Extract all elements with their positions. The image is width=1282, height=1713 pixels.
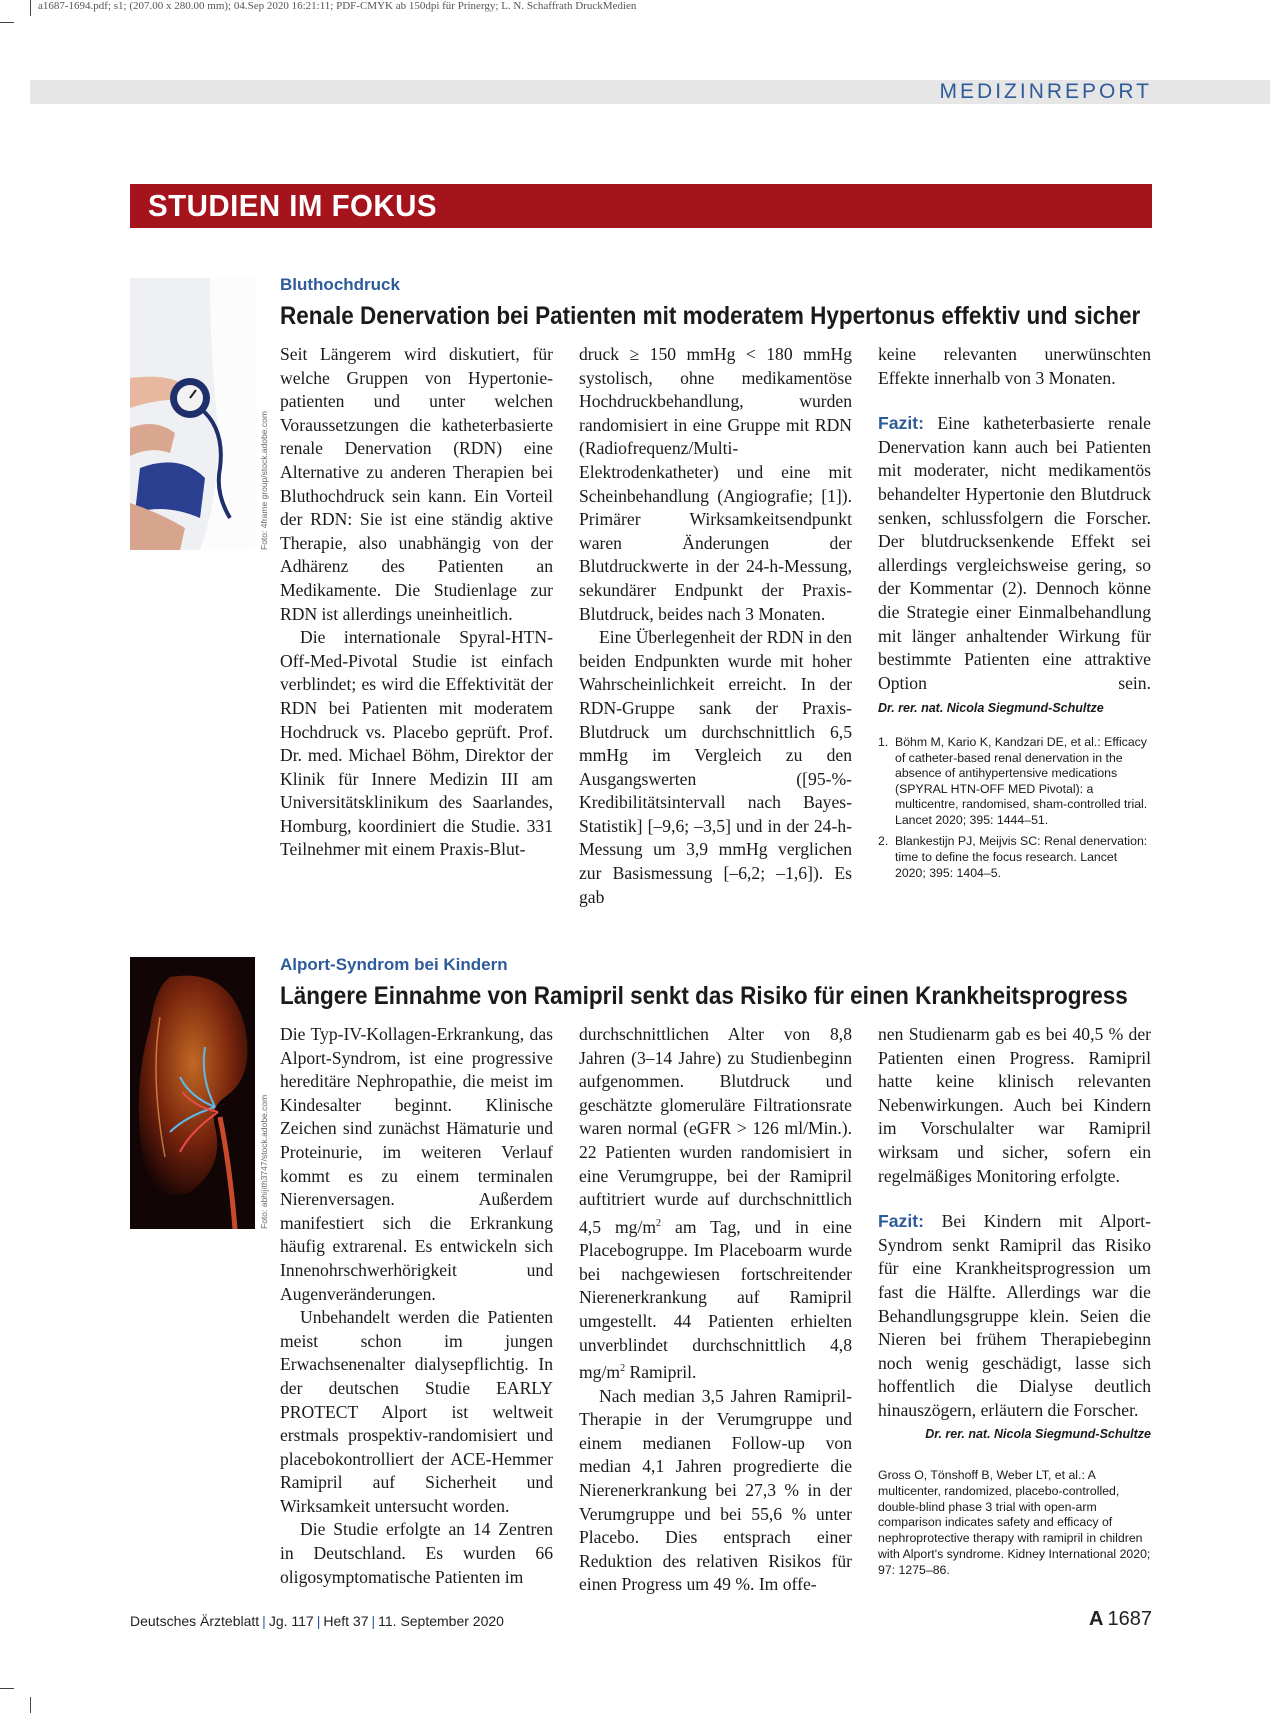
article-headline: Renale Denervation bei Patienten mit moderatem Hypertonus effektiv und sicher — [280, 302, 1141, 330]
footer-separator: | — [371, 1613, 376, 1629]
article-column-2 — [579, 343, 852, 909]
print-info-line: a1687-1694.pdf; s1; (207.00 x 280.00 mm); 04.Sep 2020 16:21:11; PDF-CMYK ab 150dpi für Prinergy; L. N. Schaffrath DruckMedien — [38, 0, 637, 12]
blood-pressure-illustration — [130, 278, 255, 550]
fazit-paragraph — [878, 1210, 1151, 1422]
journal-date: 11. September 2020 — [378, 1613, 504, 1629]
section-label: MEDIZINREPORT — [939, 80, 1152, 103]
crop-mark — [0, 1688, 14, 1689]
reference: Gross O, Tönshoff B, Weber LT, et al.: A multicenter, randomized, placebo-controlled, double-blind phase 3 trial with open-arm comparison indicates safety and efficacy of nephroprotective therapy with ramipril in children with Alport's syndrome. Kidney International 2020; 97: 1275–86. — [878, 1468, 1151, 1577]
paragraph: nen Studienarm gab es bei 40,5 % der Patienten einen Progress. Ramipril hatte keine klinisch relevanten Nebenwirkungen. Auch bei Kindern im Vorschulalter war Ramipril wirksam und sicher, sofern ein regelmäßiges Monitoring erfolgte. — [878, 1024, 1151, 1186]
paragraph: Nach median 3,5 Jahren Ramipril-Therapie in der Verumgruppe und einem medianen Follow-up von median 4,1 Jahren progredierte die Nierenerkrankung bei 27,3 % in der Verumgruppe und bei 55,6 % unter Placebo. Dies entsprach einer Reduktion des relativen Risikos für einen Progress um 49 %. Im offe- — [579, 1385, 852, 1595]
article-column-1 — [280, 343, 553, 862]
paragraph: Seit Längerem wird diskutiert, für welche Gruppen von Hypertonie-patienten und unter welchen Voraussetzungen die katheterbasierte renale Denervation (RDN) eine Alternative zu anderen Therapien bei Bluthochdruck sein kann. Ein Vorteil der RDN: Sie ist eine ständig aktive Therapie, also unabhängig von der Adhärenz des Patienten an Medikamente. Die Studienlage zur RDN ist allerdings uneinheitlich. — [280, 344, 553, 624]
crop-mark — [0, 22, 14, 23]
page-footer — [130, 1613, 504, 1629]
paragraph: keine relevanten unerwünschten Effekte innerhalb von 3 Monaten. — [878, 344, 1151, 388]
fazit-text: Bei Kindern mit Alport-Syndrom senkt Ramipril das Risiko für eine Krankheitsprogression um fast die Hälfte. Allerdings war die Behandlungsgruppe klein. Seien die Nieren bei frühem Therapiebeginn noch wenig geschädigt, lasse sich hoffentlich die Dialyse deutlich hinauszögern, erläutern die Forscher. — [878, 1211, 1151, 1420]
fazit-paragraph — [878, 412, 1151, 721]
paragraph: Die internationale Spyral-HTN-Off-Med-Pivotal Studie ist einfach verblindet; es wird die Effektivität der RDN bei Patienten mit moderatem Hochdruck vs. Placebo geprüft. Prof. Dr. med. Michael Böhm, Direktor der Klinik für Innere Medizin III am Universitätsklinikum des Saarlandes, Homburg, koordiniert die Studie. 331 Teilnehmer mit einem Praxis-Blut- — [280, 627, 553, 860]
kidney-photo — [130, 957, 255, 1229]
section-banner — [130, 184, 1152, 228]
article-column-3 — [878, 343, 1151, 887]
reference-item: 2. Blankestijn PJ, Meijvis SC: Renal denervation: time to define the focus research. Lancet 2020; 395: 1404–5. — [878, 834, 1148, 880]
photo-credit: Foto: abhijith3747/stock.adobe.com — [259, 1094, 269, 1229]
journal-issue: Heft 37 — [323, 1613, 369, 1629]
author-byline: Dr. rer. nat. Nicola Siegmund-Schultze — [925, 1426, 1151, 1441]
crop-mark — [30, 0, 31, 16]
author-byline: Dr. rer. nat. Nicola Siegmund-Schultze — [878, 701, 1104, 716]
article-column-3 — [878, 1023, 1151, 1579]
crop-mark — [30, 1697, 31, 1713]
journal-volume: Jg. 117 — [268, 1613, 314, 1629]
paragraph: Die Typ-IV-Kollagen-Erkrankung, das Alport-Syndrom, ist eine progressive hereditäre Nephropathie, die meist im Kindesalter beginnt. Klinische Zeichen sind zunächst Hämaturie und Proteinurie, im weiteren Verlauf kommt es zu einem terminalen Nierenversagen. Außerdem manifestiert sich die Erkrankung häufig extrarenal. Es entwickeln sich Innenohrschwerhörigkeit und Augenveränderungen. — [280, 1024, 553, 1304]
fazit-label: Fazit: — [878, 413, 924, 434]
article-kicker: Bluthochdruck — [280, 275, 400, 294]
reference-list — [878, 735, 1151, 881]
kidney-illustration — [130, 957, 255, 1229]
photo-credit: Foto: 4frame group/stock.adobe.com — [259, 411, 269, 550]
footer-separator: | — [316, 1613, 321, 1629]
paragraph: Unbehandelt werden die Patienten meist schon im jungen Erwachsenenalter dialysepflichtig. In der deutschen Studie EARLY PROTECT Alport ist weltweit erstmals prospektiv-randomisiert und placebokontrolliert der ACE-Hemmer Ramipril auf Sicherheit und Wirksamkeit untersucht worden. — [280, 1307, 553, 1516]
banner-title: STUDIEN IM FOKUS — [148, 188, 438, 223]
page-number: A 1687 — [1089, 1608, 1152, 1630]
paragraph: druck ≥ 150 mmHg < 180 mmHg systolisch, ohne medikamentöse Hochdruckbehandlung, wurden randomisiert in eine Gruppe mit RDN (Radiofrequenz/Multi-Elektrodenkatheter) und eine mit Scheinbehandlung (Angiografie; [1]). Primärer Wirksamkeitsendpunkt waren Änderungen der Blutdruckwerte in der 24-h-Messung, sekundärer Endpunkt der Praxis-Blutdruck, beides nach 3 Monaten. — [579, 344, 852, 624]
paragraph: durchschnittlichen Alter von 8,8 Jahren (3–14 Jahre) zu Studienbeginn aufgenommen. Blutdruck und geschätzte glomeruläre Filtrationsrate waren normal (eGFR > 126 ml/Min.). 22 Patienten wurden randomisiert in eine Verumgruppe, bei der Ramipril auftitriert wurde auf durchschnittlich 4,5 $mg/m^2$ am Tag, und in eine Placebogruppe. Im Placeboarm wurde bei nachgewiesen fortschreitender Nierenerkrankung auf Ramipril umgestellt. 44 Patienten erhielten unverblindet durchschnittlich 4,8 $mg/m^2$ Ramipril. — [579, 1024, 852, 1383]
paragraph: Die Studie erfolgte an 14 Zentren in Deutschland. Es wurden 66 oligosymptomatische Patienten im — [280, 1519, 553, 1587]
fazit-text: Eine katheterbasierte renale Denervation kann auch bei Patienten mit moderater, nicht medikamentös behandelter Hypertonie den Blutdruck senken, schlussfolgern die Forscher. Der blutdrucksenkende Effekt sei allerdings vergleichsweise gering, so der Kommentar (2). Dennoch könne die Strategie einer Einmalbehandlung mit länger anhaltender Wirkung für bestimmte Patienten eine attraktive Option sein. — [878, 413, 1151, 693]
fazit-label: Fazit: — [878, 1211, 924, 1232]
paragraph: Eine Überlegenheit der RDN in den beiden Endpunkten wurde mit hoher Wahrscheinlichkeit erreicht. In der RDN-Gruppe sank der Praxis-Blutdruck um durchschnittlich 6,5 mmHg im Vergleich zu den Ausgangswerten ([95-%-Kredibilitätsintervall nach Bayes-Statistik] [–9,6; –3,5] und in der 24-h-Messung um 3,9 mmHg verglichen zur Basismessung [–6,2; –1,6]). Es gab — [579, 627, 852, 907]
journal-name: Deutsches Ärzteblatt — [130, 1613, 260, 1629]
blood-pressure-photo — [130, 278, 255, 550]
footer-separator: | — [262, 1613, 266, 1629]
article-column-1 — [280, 1023, 553, 1589]
article-column-2 — [579, 1023, 852, 1597]
article-headline: Längere Einnahme von Ramipril senkt das Risiko für einen Krankheitsprogress — [280, 982, 1128, 1010]
reference-item: 1. Böhm M, Kario K, Kandzari DE, et al.: Efficacy of catheter-based renal denervation in the absence of antihypertensive medications (SPYRAL HTN-OFF MED Pivotal): a multicentre, randomised, sham-controlled trial. Lancet 2020; 395: 1444–51. — [878, 734, 1148, 827]
article-kicker: Alport-Syndrom bei Kindern — [280, 955, 508, 974]
